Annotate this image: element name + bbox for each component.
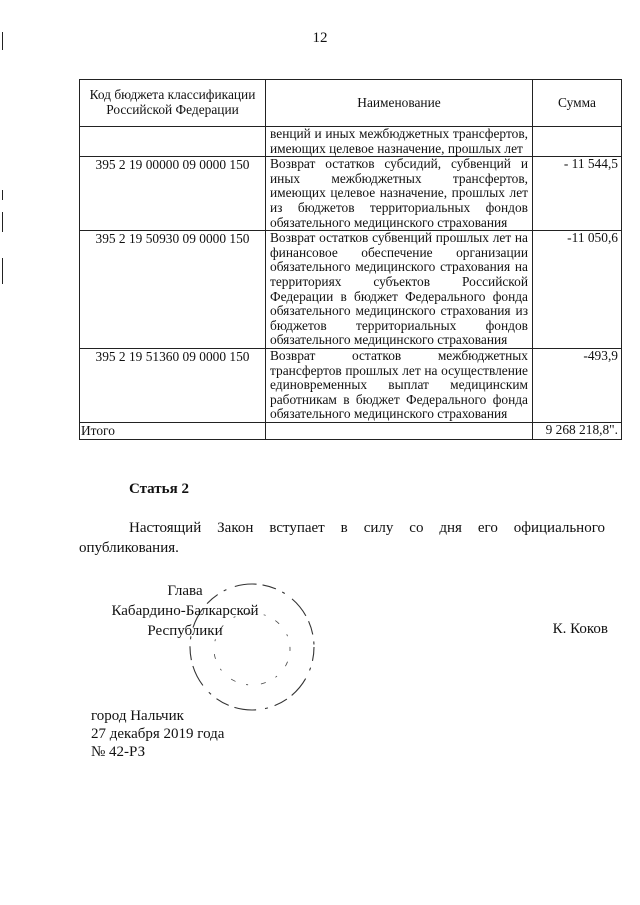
margin-mark	[2, 190, 3, 200]
signature-title-line: Республики	[147, 623, 223, 639]
row-sum: -11 050,6	[533, 231, 622, 349]
page-number: 12	[312, 30, 328, 46]
row-name: Возврат остатков межбюджетных трансфертов прошлых лет на осуществление единовременных выплат медицинским работникам в бюджет Федерального фонда обязательного медицинского страхования	[266, 348, 533, 422]
row-name: Возврат остатков субсидий, субвенций и иных межбюджетных трансфертов, имеющих целевое назначение, прошлых лет из бюджетов территориальных фондов обязательного медицинского страхования	[266, 157, 533, 231]
table-row	[80, 127, 622, 157]
row-code: 395 2 19 51360 09 0000 150	[80, 348, 266, 422]
table-row	[80, 231, 622, 349]
place-and-date	[91, 707, 224, 761]
signature-title-line: Кабардино-Балкарской	[111, 603, 259, 619]
signatory-name: К. Коков	[552, 621, 608, 637]
row-sum: -493,9	[533, 348, 622, 422]
row-name: венций и иных межбюджетных трансфертов, имеющих целевое назначение, прошлых лет	[266, 127, 533, 157]
margin-mark	[2, 258, 3, 284]
row-name: Возврат остатков субвенций прошлых лет на финансовое обеспечение организации обязательного медицинского страхования на территориях субъектов Российской Федерации в бюджет Федерального фонда обязательного медицинского страхования из бюджетов территориальных фондов обязательного медицинского страхования	[266, 231, 533, 349]
city: город Нальчик	[91, 708, 184, 724]
law-number: № 42-РЗ	[91, 744, 146, 760]
table-row	[80, 157, 622, 231]
header-sum: Сумма	[533, 80, 622, 127]
row-sum	[533, 127, 622, 157]
margin-mark	[2, 212, 3, 232]
table-total-row	[80, 422, 622, 440]
date: 27 декабря 2019 года	[91, 726, 225, 742]
row-sum: - 11 544,5	[533, 157, 622, 231]
total-sum: 9 268 218,8".	[533, 422, 622, 440]
total-name-empty	[266, 422, 533, 440]
header-code: Код бюджета классификации Российской Федерации	[80, 80, 266, 127]
article-text: Настоящий Закон вступает в силу со дня его официального опубликования.	[79, 520, 605, 556]
row-code: 395 2 19 50930 09 0000 150	[80, 231, 266, 349]
table-header-row	[80, 80, 622, 127]
total-label: Итого	[80, 422, 266, 440]
article-title: Статья 2	[129, 481, 189, 497]
row-code	[80, 127, 266, 157]
signature-title-line: Глава	[167, 583, 203, 599]
signature-title	[90, 581, 280, 641]
margin-mark	[2, 32, 3, 50]
row-code: 395 2 19 00000 09 0000 150	[80, 157, 266, 231]
table-row	[80, 348, 622, 422]
header-name: Наименование	[266, 80, 533, 127]
budget-table	[79, 79, 622, 440]
